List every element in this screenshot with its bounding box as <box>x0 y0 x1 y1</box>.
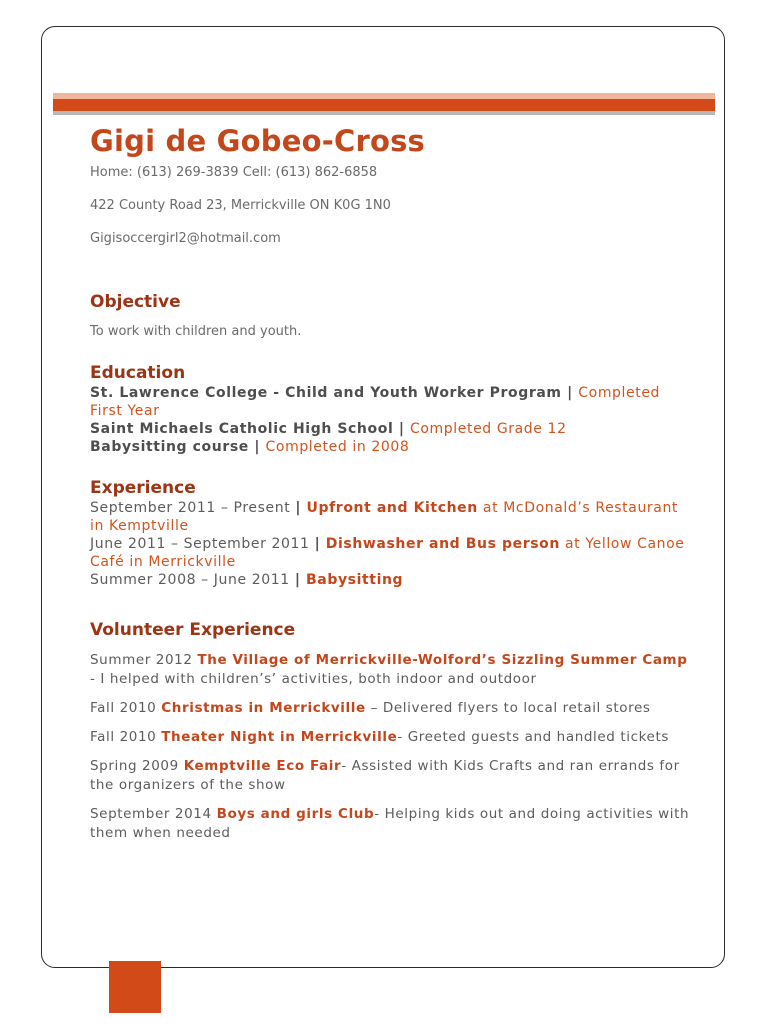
volunteer-when: Fall 2010 <box>90 700 162 716</box>
volunteer-when: Fall 2010 <box>90 729 162 745</box>
volunteer-event: Kemptville Eco Fair <box>183 758 342 774</box>
experience-dates: June 2011 – September 2011 <box>90 536 315 552</box>
volunteer-event: Christmas in Merrickville <box>161 700 366 716</box>
education-heading: Education <box>90 363 186 383</box>
header-rule-gray <box>53 111 715 115</box>
volunteer-description: - Greeted guests and handled tickets <box>397 729 669 745</box>
education-list <box>90 384 690 456</box>
experience-role: Upfront and Kitchen <box>306 500 478 516</box>
experience-item <box>90 535 690 571</box>
objective-heading: Objective <box>90 292 181 312</box>
education-item <box>90 384 690 420</box>
experience-separator: | <box>314 536 326 552</box>
volunteer-description: - Assisted with Kids Crafts and ran errands for the organizers of the show <box>90 758 680 793</box>
volunteer-item <box>90 651 690 689</box>
experience-separator: | <box>294 572 306 588</box>
applicant-name: Gigi de Gobeo-Cross <box>90 124 426 158</box>
experience-item <box>90 499 690 535</box>
volunteer-description: - Helping kids out and doing activities with them when needed <box>90 806 690 841</box>
volunteer-event: Boys and girls Club <box>216 806 375 822</box>
education-item <box>90 420 690 438</box>
experience-heading: Experience <box>90 478 196 498</box>
email-address: Gigisoccergirl2@hotmail.com <box>90 231 281 246</box>
education-item <box>90 438 690 456</box>
volunteer-description: – Delivered flyers to local retail stores <box>365 700 651 716</box>
header-rule-accent <box>53 99 715 111</box>
volunteer-item <box>90 699 690 718</box>
volunteer-when: Spring 2009 <box>90 758 184 774</box>
resume-content <box>90 122 690 853</box>
education-separator: | <box>561 385 579 401</box>
volunteer-event: Theater Night in Merrickville <box>161 729 398 745</box>
footer-accent-block <box>109 961 161 1013</box>
experience-role: Dishwasher and Bus person <box>325 536 560 552</box>
education-institution: St. Lawrence College - Child and Youth Worker Program <box>90 385 562 401</box>
education-status: Completed First Year <box>90 385 661 419</box>
mailing-address: 422 County Road 23, Merrickville ON K0G 1N0 <box>90 198 391 213</box>
volunteer-description: - I helped with children’s’ activities, both indoor and outdoor <box>90 671 537 687</box>
education-status: Completed in 2008 <box>265 439 410 455</box>
volunteer-heading: Volunteer Experience <box>90 620 296 640</box>
experience-dates: September 2011 – Present <box>90 500 296 516</box>
volunteer-item <box>90 805 690 843</box>
objective-text: To work with children and youth. <box>90 324 302 339</box>
volunteer-when: September 2014 <box>90 806 217 822</box>
phone-numbers: Home: (613) 269-3839 Cell: (613) 862-6858 <box>90 165 378 180</box>
volunteer-list <box>90 651 690 843</box>
volunteer-item <box>90 757 690 795</box>
education-institution: Saint Michaels Catholic High School <box>90 421 394 437</box>
education-institution: Babysitting course <box>90 439 249 455</box>
experience-item <box>90 571 690 589</box>
volunteer-item <box>90 728 690 747</box>
experience-dates: Summer 2008 – June 2011 <box>90 572 295 588</box>
education-separator: | <box>393 421 411 437</box>
education-status: Completed Grade 12 <box>410 421 567 437</box>
experience-list <box>90 499 690 589</box>
experience-separator: | <box>295 500 307 516</box>
experience-place: at McDonald’s Restaurant in Kemptville <box>90 500 679 534</box>
experience-place: at Yellow Canoe Café in Merrickville <box>90 536 685 570</box>
volunteer-event: The Village of Merrickville-Wolford’s Sizzling Summer Camp <box>197 652 688 668</box>
experience-role: Babysitting <box>306 572 404 588</box>
education-separator: | <box>248 439 266 455</box>
volunteer-when: Summer 2012 <box>90 652 198 668</box>
